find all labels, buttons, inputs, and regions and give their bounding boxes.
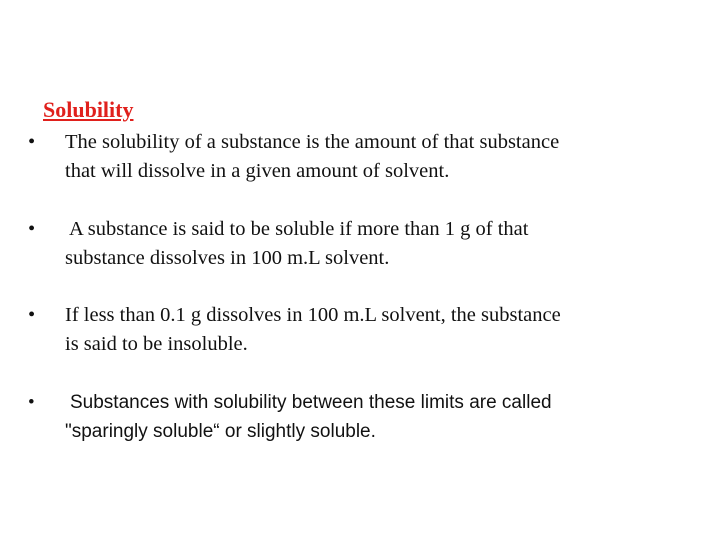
bullet-text <box>65 128 688 186</box>
bullet-text <box>65 215 688 273</box>
bullet-line: substance dissolves in 100 m.L solvent. <box>65 247 390 269</box>
bullet-line: "sparingly soluble“ or slightly soluble. <box>65 421 376 442</box>
bullet-text <box>65 388 688 446</box>
bullet-line: A substance is said to be soluble if more than 1 g of that <box>65 218 529 240</box>
bullet-line: Substances with solubility between these limits are called <box>70 392 552 413</box>
bullet-marker: • <box>28 131 36 153</box>
bullet-item <box>28 215 688 273</box>
bullet-line: The solubility of a substance is the amount of that substance <box>65 131 560 153</box>
bullet-item <box>28 301 688 359</box>
bullet-item <box>28 128 688 186</box>
bullet-line: is said to be insoluble. <box>65 333 248 355</box>
bullet-text <box>65 301 688 359</box>
bullet-item <box>28 388 688 446</box>
bullet-line: If less than 0.1 g dissolves in 100 m.L solvent, the substance <box>65 304 561 326</box>
bullet-marker: • <box>28 392 35 413</box>
bullet-line: that will dissolve in a given amount of solvent. <box>65 160 450 182</box>
bullet-marker: • <box>28 218 36 240</box>
bullet-marker: • <box>28 304 36 326</box>
slide-title: Solubility <box>43 97 134 122</box>
